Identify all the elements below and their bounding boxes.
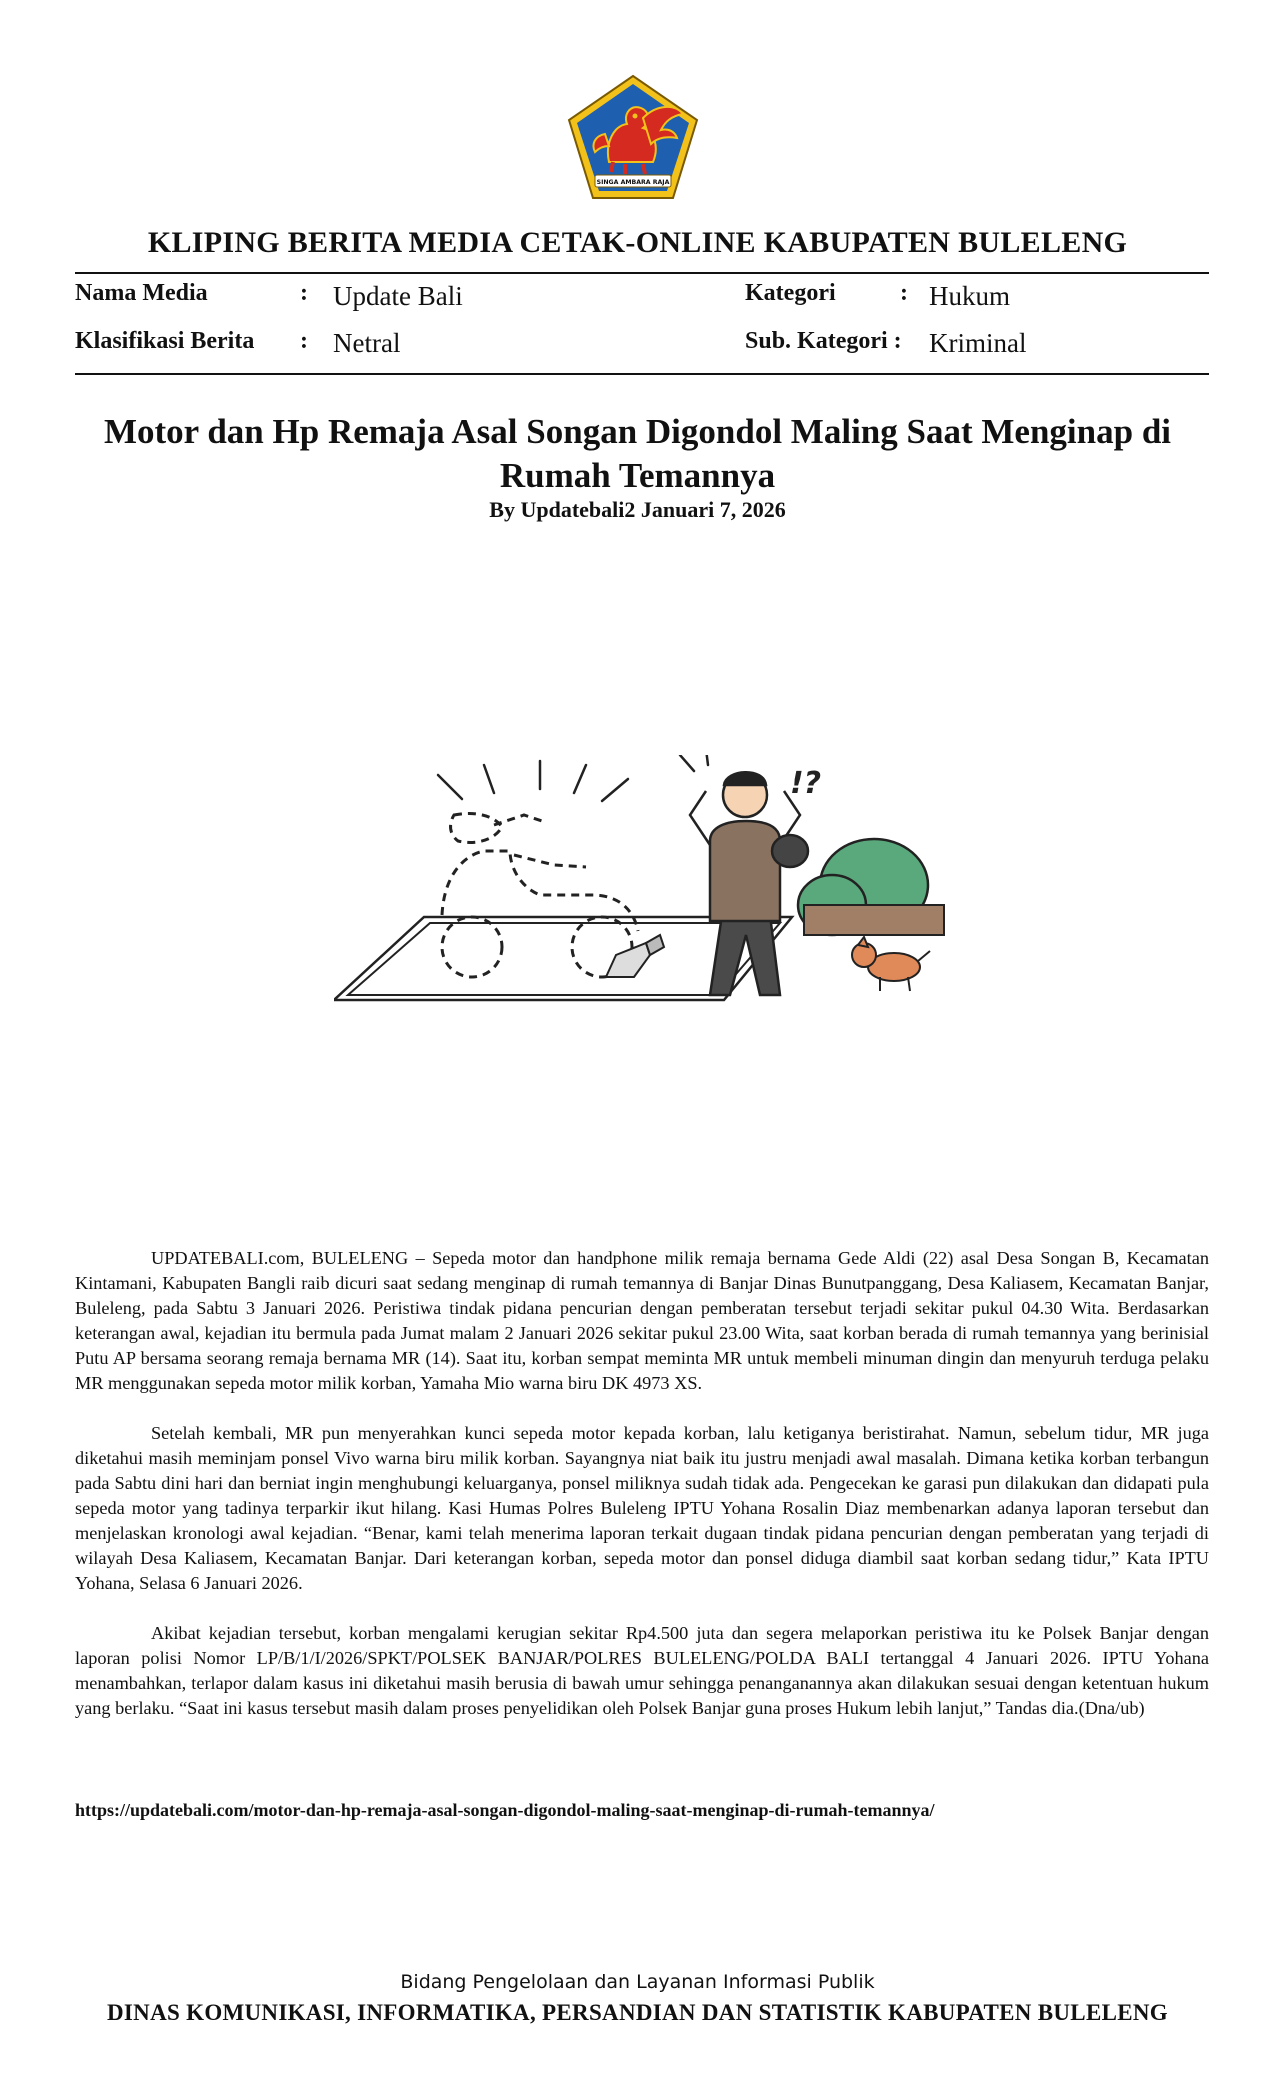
header-bottom-divider: [75, 373, 1209, 375]
singa-ambara-raja-emblem-icon: [565, 74, 701, 202]
article-byline: By Updatebali2 Januari 7, 2026: [489, 497, 786, 522]
article-paragraph: Akibat kejadian tersebut, korban mengalami kerugian sekitar Rp4.500 juta dan segera melaporkan peristiwa itu ke Polsek Banjar dengan laporan polisi Nomor LP/B/1/I/2026/SPKT/POLSEK BANJAR/POLRES BULELENG/POLDA BALI tertanggal 4 Januari 2026. IPTU Yohana menambahkan, terlapor dalam kasus ini diketahui masih berusia di bawah umur sehingga penanganannya akan dilakukan sesuai dengan ketentuan hukum yang berlaku. “Saat ini kasus tersebut masih dalam proses penyelidikan oleh Polsek Banjar guna proses Hukum lebih lanjut,” Tandas dia.(Dna/ub): [75, 1623, 1209, 1718]
kategori-label: Kategori: [745, 280, 836, 306]
kategori-colon: :: [900, 280, 908, 306]
footer-department: Bidang Pengelolaan dan Layanan Informasi Publik: [400, 1971, 875, 1993]
article-paragraph: Setelah kembali, MR pun menyerahkan kunci sepeda motor kepada korban, lalu ketiganya beristirahat. Namun, sebelum tidur, MR juga diketahui masih meminjam ponsel Vivo warna biru milik korban. Sayangnya niat baik itu justru menjadi awal masalah. Dimana ketika korban terbangun pada Sabtu dini hari dan berniat ingin menghubungi keluarganya, ponsel miliknya sudah tidak ada. Pengecekan ke garasi pun dilakukan dan didapati pula sepeda motor yang tadinya terparkir ikut hilang. Kasi Humas Polres Buleleng IPTU Yohana Rosalin Diaz membenarkan adanya laporan tersebut dan menjelaskan kronologi awal kejadian. “Benar, kami telah menerima laporan terkait dugaan tindak pidana pencurian dengan pemberatan yang terjadi di wilayah Desa Kaliasem, Kecamatan Banjar. Dari keterangan korban, sepeda motor dan ponsel diduga diambil saat korban sedang tidur,” Kata IPTU Yohana, Selasa 6 Januari 2026.: [75, 1423, 1209, 1593]
nama-media-colon: :: [300, 280, 308, 306]
stolen-motorcycle-illustration-icon: [334, 755, 954, 1005]
document-title: KLIPING BERITA MEDIA CETAK-ONLINE KABUPATEN BULELENG: [147, 226, 1128, 259]
emblem-motto: SINGA AMBARA RAJA: [596, 179, 670, 186]
source-url-link[interactable]: https://updatebali.com/motor-dan-hp-remaja-asal-songan-digondol-maling-saat-menginap-di-rumah-temannya/: [75, 1800, 935, 1820]
nama-media-value: Update Bali: [333, 281, 463, 311]
article-paragraph: UPDATEBALI.com, BULELENG – Sepeda motor dan handphone milik remaja bernama Gede Aldi (22) asal Desa Songan B, Kecamatan Kintamani, Kabupaten Bangli raib dicuri saat sedang menginap di rumah temannya di Banjar Dinas Bunutpanggang, Desa Kaliasem, Kecamatan Banjar, Buleleng, pada Sabtu 3 Januari 2026. Peristiwa tindak pidana pencurian dengan pemberatan tersebut terjadi sekitar pukul 04.30 Wita. Berdasarkan keterangan awal, kejadian itu bermula pada Jumat malam 2 Januari 2026 sekitar pukul 23.00 Wita, saat korban berada di rumah temannya yang berinisial Putu AP bersama seorang remaja bernama MR (14). Saat itu, korban sempat meminta MR untuk membeli minuman dingin dan menyuruh terduga pelaku MR menggunakan sepeda motor milik korban, Yamaha Mio warna biru DK 4973 XS.: [75, 1248, 1209, 1393]
klasifikasi-berita-label: Klasifikasi Berita: [75, 328, 255, 354]
klasifikasi-berita-colon: :: [300, 328, 308, 354]
sub-kategori-value: Kriminal: [929, 328, 1027, 358]
header-top-divider: [75, 272, 1209, 274]
exclamation-mark: !?: [790, 766, 822, 801]
footer-agency: DINAS KOMUNIKASI, INFORMATIKA, PERSANDIAN DAN STATISTIK KABUPATEN BULELENG: [107, 2000, 1168, 2025]
article-body: [75, 1246, 1209, 1746]
klasifikasi-berita-value: Netral: [333, 328, 401, 358]
kategori-value: Hukum: [929, 281, 1010, 311]
nama-media-label: Nama Media: [75, 280, 208, 306]
sub-kategori-label: Sub. Kategori :: [745, 328, 902, 354]
article-headline: Motor dan Hp Remaja Asal Songan Digondol Maling Saat Menginap di Rumah Temannya: [103, 412, 1172, 495]
